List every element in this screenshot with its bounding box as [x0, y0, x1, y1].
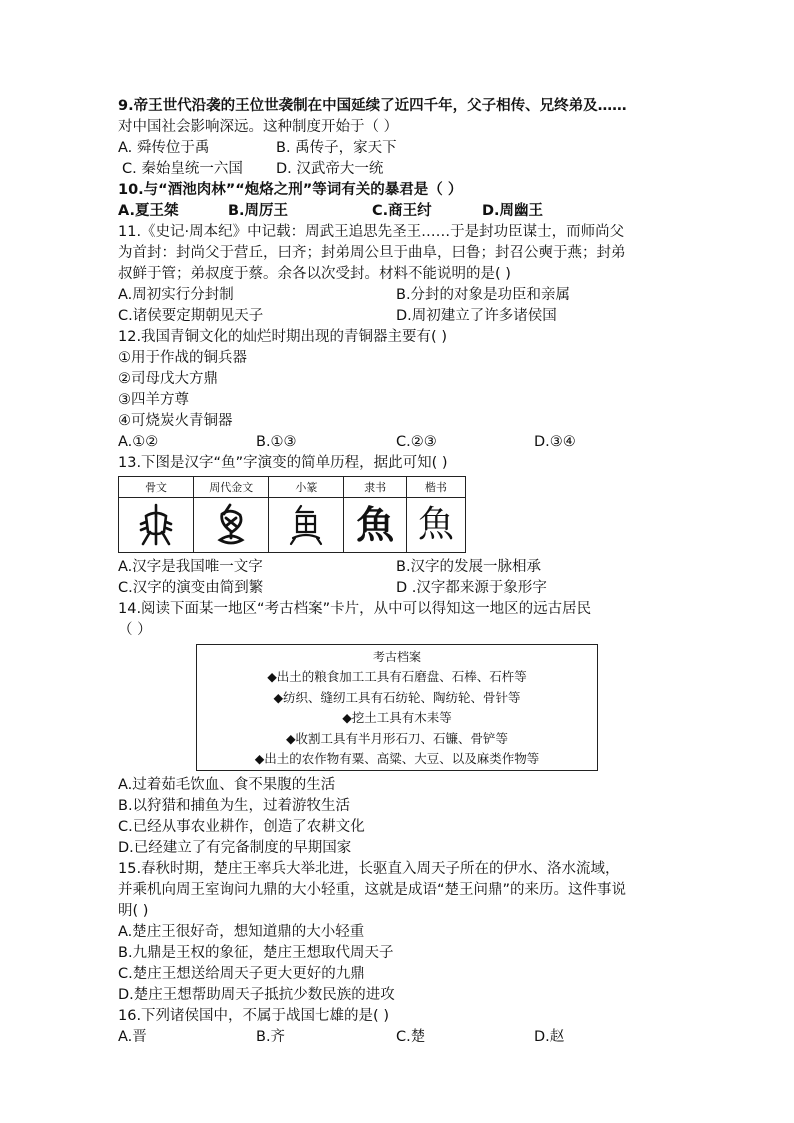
q12-option-a: A.①② — [118, 434, 159, 450]
small-seal-fish-glyph — [269, 498, 344, 553]
q11-options-row2 — [118, 306, 688, 327]
q13-option-c: C.汉字的演变由简到繁 — [118, 580, 264, 596]
q10-option-c: C.商王纣 — [372, 203, 432, 219]
q12-item-3: ③四羊方尊 — [118, 392, 189, 408]
archive-title: 考古档案 — [372, 650, 421, 664]
q16-option-a: A.晋 — [118, 1028, 147, 1045]
q16-option-d: D.赵 — [534, 1028, 565, 1045]
q15-stem-line1: 15.春秋时期，楚庄王率兵大举北进，长驱直入周天子所在的伊水、洛水流域， — [118, 860, 620, 877]
q12-stem: 12.我国青铜文化的灿烂时期出现的青铜器主要有( ) — [118, 329, 447, 345]
q11-option-c: C.诸侯要定期朝见天子 — [118, 308, 264, 324]
q14-option-c: C.已经从事农业耕作，创造了农耕文化 — [118, 818, 365, 835]
q12-options — [118, 432, 688, 453]
script-header-regular: 楷书 — [406, 477, 465, 498]
q15-stem-line3: 明( ) — [118, 902, 149, 919]
q11-option-b: B.分封的对象是功臣和亲属 — [396, 287, 571, 303]
q13-options-row2 — [118, 578, 688, 599]
script-header-bronze: 周代金文 — [194, 477, 269, 498]
q12-item-4: ④可烧炭火青铜器 — [118, 413, 233, 429]
q16-option-c: C.楚 — [396, 1028, 426, 1045]
q9-option-a: A. 舜传位于禹 — [118, 140, 210, 156]
q14-stem-line1: 14.阅读下面某一地区“考古档案”卡片，从中可以得知这一地区的远古居民 — [118, 601, 592, 617]
q14-option-b: B.以狩猎和捕鱼为生，过着游牧生活 — [118, 797, 351, 814]
script-header-row — [119, 477, 466, 498]
fish-character-evolution-table — [118, 476, 466, 553]
script-header-clerical: 隶书 — [344, 477, 406, 498]
q10-option-a: A.夏王桀 — [118, 203, 179, 219]
q15-option-b: B.九鼎是王权的象征，楚庄王想取代周天子 — [118, 944, 394, 961]
q14-option-d: D.已经建立了有完备制度的早期国家 — [118, 839, 352, 856]
q12-item-1: ①用于作战的铜兵器 — [118, 350, 247, 366]
q14-stem-line2: （ ） — [118, 622, 152, 638]
archive-row-2: ◆纺织、缝纫工具有石纺轮、陶纺轮、骨针等 — [273, 689, 521, 705]
q11-stem-line1: 11.《史记·周本纪》中记载：周武王追思先圣王……于是封功臣谋士，而师尚父 — [118, 224, 625, 240]
q9-stem-line1: 9.帝王世代沿袭的王位世袭制在中国延续了近四千年，父子相传、兄终弟及…… — [118, 98, 627, 114]
q10-stem: 10.与“酒池肉林”“炮烙之刑”等词有关的暴君是（ ） — [118, 182, 463, 198]
q10-option-b: B.周厉王 — [228, 203, 289, 219]
archive-row-1: ◆出土的粮食加工工具有石磨盘、石棒、石杵等 — [267, 669, 527, 684]
q13-option-a: A.汉字是我国唯一文字 — [118, 559, 263, 575]
q12-option-c: C.②③ — [396, 434, 437, 450]
archive-row-5: ◆出土的农作物有粟、高粱、大豆、以及麻类作物等 — [254, 751, 540, 766]
q15-stem-line2: 并乘机向周王室询问九鼎的大小轻重，这就是成语“楚王问鼎”的来历。这件事说 — [118, 881, 627, 898]
q12-option-b: B.①③ — [256, 434, 297, 450]
bronze-fish-glyph — [194, 498, 269, 553]
regular-fish-glyph — [406, 498, 465, 553]
clerical-fish-char: 魚 — [356, 502, 395, 547]
q11-option-d: D.周初建立了许多诸侯国 — [396, 308, 557, 324]
archive-row-4: ◆收割工具有半月形石刀、石镰、骨铲等 — [285, 730, 509, 746]
q14-option-a: A.过着茹毛饮血、食不果腹的生活 — [118, 776, 336, 793]
script-glyph-row — [119, 498, 466, 553]
q11-option-a: A.周初实行分封制 — [118, 287, 234, 303]
oracle-fish-glyph — [119, 498, 194, 553]
clerical-fish-glyph — [344, 498, 406, 553]
archive-row-3: ◆挖土工具有木耒等 — [342, 710, 452, 725]
q9-option-b: B. 禹传子，家天下 — [276, 140, 397, 156]
q10-option-d: D.周幽王 — [482, 203, 544, 219]
archaeology-archive-card — [196, 644, 598, 771]
q10-options — [118, 201, 688, 222]
q9-options-row1 — [118, 138, 688, 159]
q9-option-d: D. 汉武帝大一统 — [276, 161, 384, 177]
q9-stem-line2: 对中国社会影响深远。这种制度开始于（ ） — [118, 119, 399, 135]
q12-option-d: D.③④ — [534, 434, 576, 450]
q13-option-b: B.汉字的发展一脉相承 — [396, 559, 542, 575]
exam-page — [118, 96, 688, 1048]
q13-stem: 13.下图是汉字“鱼”字演变的简单历程，据此可知( ) — [118, 455, 448, 471]
q16-stem: 16.下列诸侯国中，不属于战国七雄的是( ) — [118, 1007, 389, 1024]
q15-option-c: C.楚庄王想送给周天子更大更好的九鼎 — [118, 965, 365, 982]
q13-options-row1 — [118, 557, 688, 578]
q16-options — [118, 1027, 688, 1048]
q9-option-c: C. 秦始皇统一六国 — [122, 161, 243, 177]
q13-option-d: D .汉字都来源于象形字 — [396, 580, 547, 596]
q11-options-row1 — [118, 285, 688, 306]
q15-option-d: D.楚庄王想帮助周天子抵抗少数民族的进攻 — [118, 986, 395, 1003]
q11-stem-line3: 叔鲜于管；弟叔度于蔡。余各以次受封。材料不能说明的是( ) — [118, 266, 511, 282]
q9-options-row2 — [118, 159, 688, 180]
q16-option-b: B.齐 — [256, 1028, 286, 1045]
q12-item-2: ②司母戊大方鼎 — [118, 371, 218, 387]
script-header-oracle: 骨文 — [119, 477, 194, 498]
q11-stem-line2: 为首封：封尚父于营丘，曰齐；封弟周公旦于曲阜，曰鲁；封召公奭于燕；封弟 — [118, 245, 626, 261]
script-header-small-seal: 小篆 — [269, 477, 344, 498]
regular-fish-char: 魚 — [417, 504, 454, 545]
q15-option-a: A.楚庄王很好奇，想知道鼎的大小轻重 — [118, 923, 365, 940]
